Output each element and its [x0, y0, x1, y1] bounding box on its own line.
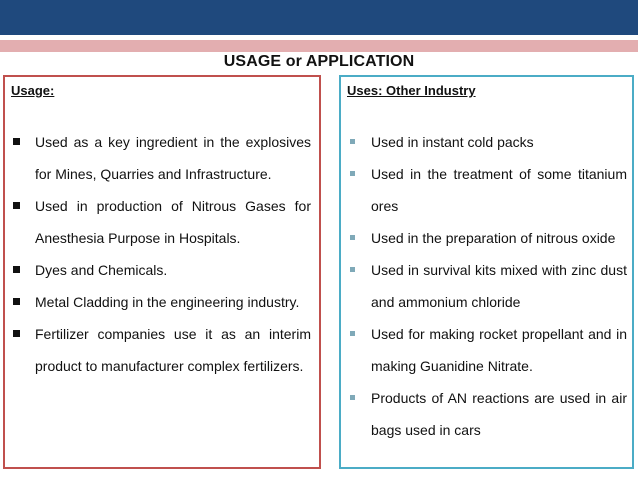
usage-item: Dyes and Chemicals.: [11, 254, 311, 286]
other-industry-heading: Uses: Other Industry: [347, 83, 476, 98]
other-industry-item: Used in survival kits mixed with zinc dust and ammonium chloride: [347, 254, 627, 318]
other-industry-item: Used in instant cold packs: [347, 126, 627, 158]
other-industry-list: [347, 126, 627, 446]
header-bar: [0, 0, 638, 35]
other-industry-panel: [339, 75, 634, 469]
other-industry-item: Used in the treatment of some titanium ores: [347, 158, 627, 222]
usage-item: Fertilizer companies use it as an interim product to manufacturer complex fertilizers.: [11, 318, 311, 382]
other-industry-item: Used for making rocket propellant and in making Guanidine Nitrate.: [347, 318, 627, 382]
other-industry-item: Products of AN reactions are used in air bags used in cars: [347, 382, 627, 446]
other-industry-item: Used in the preparation of nitrous oxide: [347, 222, 627, 254]
usage-item: Used in production of Nitrous Gases for Anesthesia Purpose in Hospitals.: [11, 190, 311, 254]
header-stripe: [0, 40, 638, 52]
usage-panel: [3, 75, 321, 469]
slide-title: USAGE or APPLICATION: [223, 53, 415, 70]
usage-heading: Usage:: [11, 83, 55, 98]
usage-list: [11, 126, 311, 382]
usage-item: Used as a key ingredient in the explosives for Mines, Quarries and Infrastructure.: [11, 126, 311, 190]
usage-item: Metal Cladding in the engineering industry.: [11, 286, 311, 318]
